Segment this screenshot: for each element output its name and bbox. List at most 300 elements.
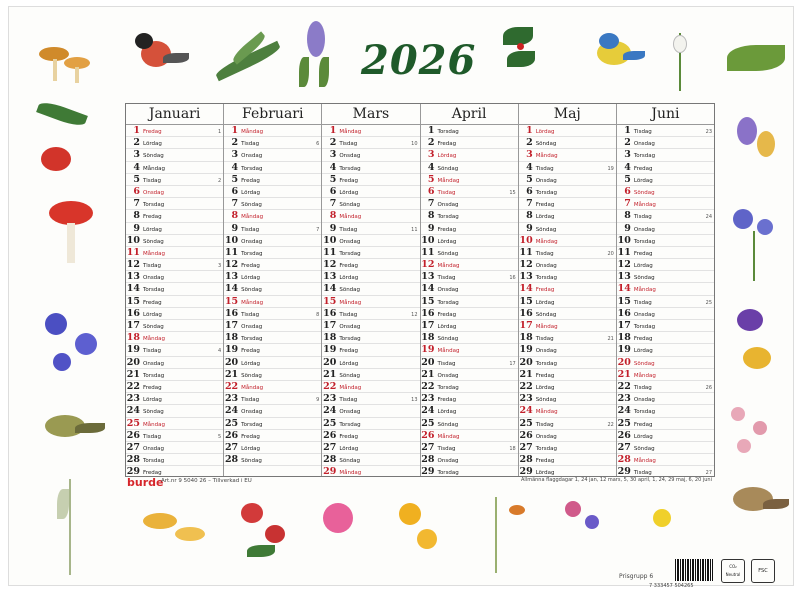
- weekday-name: Fredag: [143, 299, 162, 306]
- day-number: 13: [224, 271, 239, 283]
- day-number: 13: [617, 271, 631, 283]
- day-row: [421, 418, 518, 430]
- week-number: 5: [217, 433, 222, 440]
- day-number: 6: [329, 185, 337, 197]
- day-number: 8: [427, 210, 435, 222]
- weekday-name: Torsdag: [241, 250, 263, 257]
- day-number: 19: [617, 344, 631, 356]
- day-number: 27: [421, 441, 435, 453]
- day-row: [421, 454, 518, 466]
- day-row: [224, 223, 321, 235]
- day-number: 8: [624, 210, 631, 222]
- day-row: [224, 198, 321, 210]
- year-title: 2026: [361, 37, 477, 84]
- weekday-name: Torsdag: [143, 202, 165, 209]
- day-row: [421, 210, 518, 222]
- day-row: [224, 283, 321, 295]
- weekday-name: Måndag: [633, 458, 656, 465]
- day-number: 9: [526, 222, 533, 234]
- day-row: [224, 271, 321, 283]
- day-number: 13: [519, 271, 533, 283]
- weekday-name: Fredag: [437, 397, 457, 404]
- day-number: 16: [519, 307, 533, 319]
- week-number: 16: [509, 275, 516, 282]
- day-number: 24: [323, 405, 337, 417]
- day-number: 17: [224, 320, 239, 331]
- weekday-name: Lördag: [241, 189, 261, 196]
- weekday-name: Fredag: [339, 177, 358, 184]
- day-row: [322, 344, 419, 356]
- day-row: [421, 162, 518, 174]
- day-row: [224, 442, 321, 454]
- weekday-name: Torsdag: [437, 299, 459, 306]
- day-row: [224, 296, 321, 308]
- day-row: [421, 186, 518, 198]
- day-number: 17: [617, 320, 631, 331]
- day-number: 12: [224, 259, 239, 271]
- day-row: [617, 198, 714, 210]
- week-number: 20: [607, 250, 614, 257]
- day-list: [617, 125, 714, 476]
- day-number: 10: [617, 234, 631, 246]
- day-row: [421, 405, 518, 417]
- day-row: [126, 369, 223, 381]
- day-row: [519, 454, 616, 466]
- weekday-name: Onsdag: [339, 238, 361, 245]
- weekday-name: Tisdag: [437, 275, 456, 282]
- weekday-name: Måndag: [339, 470, 362, 476]
- day-row: [421, 259, 518, 271]
- day-number: 16: [126, 307, 140, 319]
- weekday-name: Lördag: [241, 445, 261, 452]
- day-number: 18: [617, 332, 631, 344]
- day-number: 15: [323, 295, 337, 307]
- day-row: [224, 393, 321, 405]
- day-row: [126, 466, 223, 476]
- day-row: [126, 283, 223, 295]
- day-row: [322, 125, 419, 137]
- day-number: 5: [231, 173, 239, 185]
- columbine-illustration: [725, 201, 791, 285]
- day-number: 18: [519, 332, 533, 344]
- weekday-name: Tisdag: [339, 141, 358, 148]
- day-number: 29: [126, 466, 140, 476]
- week-number: 15: [509, 189, 516, 196]
- weekday-name: Lördag: [143, 397, 162, 404]
- day-row: [421, 442, 518, 454]
- day-row: [421, 381, 518, 393]
- day-number: 5: [624, 173, 631, 185]
- day-row: [421, 296, 518, 308]
- week-number: 2: [217, 177, 222, 184]
- juniper-illustration: [209, 25, 289, 89]
- day-row: [617, 283, 714, 295]
- day-row: [322, 332, 419, 344]
- weekday-name: Torsdag: [437, 214, 459, 221]
- weekday-name: Torsdag: [633, 409, 656, 416]
- weekday-name: Onsdag: [143, 189, 165, 196]
- day-number: 3: [624, 149, 631, 161]
- barcode: [675, 559, 713, 581]
- day-row: [617, 174, 714, 186]
- weekday-name: Fredag: [633, 421, 653, 428]
- weekday-name: Torsdag: [339, 336, 361, 343]
- week-number: 6: [316, 141, 320, 148]
- day-row: [519, 332, 616, 344]
- week-number: 7: [316, 226, 320, 233]
- day-row: [519, 344, 616, 356]
- day-number: 25: [617, 417, 631, 429]
- week-number: 24: [705, 214, 713, 221]
- weekday-name: Tisdag: [437, 189, 456, 196]
- week-number: 11: [411, 226, 418, 233]
- weekday-name: Fredag: [437, 226, 457, 233]
- day-row: [519, 283, 616, 295]
- weekday-name: Tisdag: [633, 299, 652, 306]
- day-number: 15: [519, 295, 533, 307]
- day-number: 1: [624, 125, 631, 136]
- week-number: 4: [217, 348, 222, 355]
- day-row: [519, 393, 616, 405]
- weekday-name: Lördag: [339, 275, 359, 282]
- day-number: 4: [526, 161, 533, 173]
- weekday-name: Fredag: [535, 287, 555, 294]
- day-number: 4: [133, 161, 140, 173]
- weekday-name: Tisdag: [633, 129, 652, 135]
- day-row: [224, 259, 321, 271]
- rose-illustration: [231, 495, 301, 579]
- day-number: 10: [323, 234, 337, 246]
- weekday-name: Tisdag: [633, 470, 652, 476]
- day-row: [519, 149, 616, 161]
- day-number: 1: [231, 125, 239, 136]
- day-row: [519, 405, 616, 417]
- day-row: [322, 186, 419, 198]
- day-row: [519, 162, 616, 174]
- day-row: [126, 259, 223, 271]
- day-number: 16: [224, 307, 239, 319]
- day-number: 8: [526, 210, 533, 222]
- day-number: 27: [519, 441, 533, 453]
- weekday-name: Fredag: [339, 433, 358, 440]
- day-number: 25: [323, 417, 337, 429]
- weekday-name: Fredag: [437, 311, 457, 318]
- day-row: [224, 369, 321, 381]
- day-number: 1: [329, 125, 337, 136]
- weekday-name: Tisdag: [241, 226, 260, 233]
- day-number: 9: [329, 222, 337, 234]
- weekday-name: Söndag: [437, 250, 459, 257]
- day-row: [617, 125, 714, 137]
- weekday-name: Tisdag: [535, 336, 554, 343]
- day-number: 25: [126, 417, 140, 429]
- weekday-name: Lördag: [633, 348, 653, 355]
- day-row: [126, 271, 223, 283]
- day-number: 1: [427, 125, 435, 136]
- weekday-name: Onsdag: [437, 458, 459, 465]
- day-row: [519, 125, 616, 137]
- weekday-name: Tisdag: [241, 141, 260, 148]
- day-number: 22: [421, 380, 435, 392]
- day-row: [126, 405, 223, 417]
- day-row: [224, 162, 321, 174]
- day-row: [322, 296, 419, 308]
- crocus-illustration: [727, 111, 791, 187]
- day-row: [519, 308, 616, 320]
- weekday-name: Lördag: [143, 141, 162, 148]
- day-row: [421, 149, 518, 161]
- day-number: 28: [421, 454, 435, 466]
- day-row: [519, 137, 616, 149]
- day-number: 21: [323, 368, 337, 380]
- day-row: [617, 186, 714, 198]
- weekday-name: Onsdag: [535, 177, 557, 184]
- day-number: 3: [231, 149, 239, 161]
- weekday-name: Torsdag: [241, 165, 263, 172]
- marigold-illustration: [389, 495, 449, 579]
- day-number: 7: [231, 198, 239, 210]
- weekday-name: Söndag: [339, 458, 361, 465]
- day-number: 21: [617, 368, 631, 380]
- day-number: 7: [329, 198, 337, 210]
- week-number: 17: [509, 360, 516, 367]
- day-number: 3: [427, 149, 435, 161]
- calendar-sheet: [8, 6, 794, 589]
- day-row: [617, 332, 714, 344]
- weekday-name: Onsdag: [633, 397, 655, 404]
- weekday-name: Lördag: [339, 360, 359, 367]
- day-row: [519, 186, 616, 198]
- day-row: [322, 454, 419, 466]
- day-number: 3: [133, 149, 140, 161]
- bullfinch-illustration: [129, 27, 193, 87]
- day-number: 11: [224, 246, 239, 258]
- weekday-name: Tisdag: [535, 165, 554, 172]
- week-number: 25: [705, 299, 713, 306]
- day-number: 23: [421, 393, 435, 405]
- day-list: [224, 125, 321, 476]
- day-number: 2: [231, 137, 239, 149]
- weekday-name: Torsdag: [241, 421, 263, 428]
- day-row: [224, 357, 321, 369]
- weekday-name: Torsdag: [143, 287, 165, 294]
- day-row: [519, 381, 616, 393]
- weekday-name: Söndag: [437, 165, 459, 172]
- weekday-name: Torsdag: [241, 336, 263, 343]
- weekday-name: Onsdag: [633, 226, 655, 233]
- weekday-name: Söndag: [143, 409, 164, 416]
- day-number: 28: [126, 454, 140, 466]
- day-row: [224, 137, 321, 149]
- day-row: [126, 344, 223, 356]
- day-row: [322, 357, 419, 369]
- weekday-name: Onsdag: [143, 360, 165, 367]
- weekday-name: Söndag: [437, 336, 459, 343]
- day-row: [421, 125, 518, 137]
- day-number: 25: [519, 417, 533, 429]
- day-number: 5: [526, 173, 533, 185]
- day-number: 17: [519, 320, 533, 331]
- day-row: [322, 149, 419, 161]
- day-number: 21: [421, 368, 435, 380]
- weekday-name: Söndag: [143, 324, 164, 330]
- day-number: 6: [624, 185, 631, 197]
- day-row: [126, 381, 223, 393]
- day-number: 17: [126, 320, 140, 331]
- mushroom-illustration: [29, 27, 109, 87]
- grass-illustration: [49, 479, 93, 579]
- day-number: 12: [421, 259, 435, 271]
- day-row: [126, 332, 223, 344]
- day-row: [519, 247, 616, 259]
- day-row: [224, 344, 321, 356]
- weekday-name: Tisdag: [535, 421, 554, 428]
- aster-illustration: [309, 497, 369, 547]
- day-row: [519, 466, 616, 476]
- day-row: [322, 162, 419, 174]
- weekday-name: Lördag: [437, 153, 457, 160]
- day-row: [322, 393, 419, 405]
- day-number: 14: [421, 283, 435, 295]
- month-header: Juni: [617, 104, 714, 125]
- day-number: 1: [133, 125, 140, 136]
- weekday-name: Onsdag: [339, 324, 361, 330]
- day-row: [617, 405, 714, 417]
- weekday-name: Lördag: [535, 299, 555, 306]
- day-number: 9: [624, 222, 631, 234]
- day-number: 20: [126, 356, 140, 368]
- day-number: 24: [617, 405, 631, 417]
- fsc-badge: FSC: [751, 559, 775, 583]
- day-number: 19: [224, 344, 239, 356]
- day-row: [421, 174, 518, 186]
- day-row: [421, 320, 518, 332]
- weekday-name: Måndag: [535, 238, 558, 245]
- day-row: [224, 125, 321, 137]
- day-row: [126, 320, 223, 332]
- day-number: 11: [323, 246, 337, 258]
- day-row: [617, 454, 714, 466]
- day-row: [617, 308, 714, 320]
- weekday-name: Lördag: [535, 470, 555, 476]
- week-number: 1: [217, 129, 222, 135]
- day-number: 28: [519, 454, 533, 466]
- week-number: 3: [217, 263, 222, 270]
- day-row: [322, 137, 419, 149]
- weekday-name: Måndag: [143, 336, 165, 343]
- weekday-name: Torsdag: [535, 275, 557, 282]
- day-number: 20: [224, 356, 239, 368]
- day-row: [617, 296, 714, 308]
- day-number: 22: [224, 380, 239, 392]
- day-row: [617, 137, 714, 149]
- weekday-name: Söndag: [143, 153, 164, 160]
- weekday-name: Lördag: [437, 324, 457, 330]
- weekday-name: Fredag: [633, 250, 653, 257]
- day-row: [322, 405, 419, 417]
- weekday-name: Tisdag: [339, 226, 358, 233]
- weekday-name: Söndag: [143, 238, 164, 245]
- day-row: [126, 247, 223, 259]
- day-row: [126, 235, 223, 247]
- chanterelle-illustration: [129, 493, 219, 573]
- day-row: [224, 430, 321, 442]
- day-number: 6: [231, 185, 239, 197]
- month-column-mars: [322, 104, 420, 476]
- week-number: 27: [705, 470, 713, 476]
- weekday-name: Måndag: [339, 129, 362, 135]
- day-row: [126, 125, 223, 137]
- month-column-april: [421, 104, 519, 476]
- day-number: 23: [224, 393, 239, 405]
- weekday-name: Måndag: [633, 202, 656, 209]
- day-row: [224, 149, 321, 161]
- weekday-name: Lördag: [241, 275, 261, 282]
- weekday-name: Måndag: [339, 384, 362, 391]
- weekday-name: Tisdag: [143, 177, 161, 184]
- weekday-name: Måndag: [143, 421, 165, 428]
- day-row: [126, 186, 223, 198]
- day-number: 26: [224, 429, 239, 441]
- day-number: 13: [126, 271, 140, 283]
- week-number: 18: [509, 445, 516, 452]
- day-row: [224, 405, 321, 417]
- day-row: [519, 442, 616, 454]
- day-row: [421, 137, 518, 149]
- weekday-name: Onsdag: [535, 433, 557, 440]
- weekday-name: Fredag: [633, 336, 653, 343]
- weekday-name: Fredag: [535, 372, 555, 379]
- weekday-name: Onsdag: [339, 153, 361, 160]
- day-number: 2: [427, 137, 435, 149]
- weekday-name: Torsdag: [339, 250, 361, 257]
- day-row: [224, 174, 321, 186]
- day-number: 4: [427, 161, 435, 173]
- day-row: [126, 162, 223, 174]
- day-row: [421, 283, 518, 295]
- day-row: [519, 210, 616, 222]
- weekday-name: Lördag: [535, 384, 555, 391]
- weekday-name: Tisdag: [437, 360, 456, 367]
- day-number: 8: [231, 210, 239, 222]
- weekday-name: Måndag: [241, 214, 264, 221]
- weekday-name: Lördag: [535, 129, 555, 135]
- day-number: 6: [427, 185, 435, 197]
- day-row: [322, 235, 419, 247]
- weekday-name: Måndag: [437, 433, 460, 440]
- month-header: Mars: [322, 104, 419, 125]
- day-number: 21: [126, 368, 140, 380]
- day-row: [617, 235, 714, 247]
- weekday-name: Söndag: [633, 445, 655, 452]
- day-number: 10: [519, 234, 533, 246]
- week-number: 26: [705, 384, 713, 391]
- day-number: 29: [617, 466, 631, 476]
- day-number: 13: [421, 271, 435, 283]
- weekday-name: Söndag: [633, 275, 655, 282]
- day-number: 28: [617, 454, 631, 466]
- day-row: [617, 430, 714, 442]
- day-number: 9: [231, 222, 239, 234]
- day-number: 1: [526, 125, 533, 136]
- weekday-name: Lördag: [437, 238, 457, 245]
- day-number: 29: [323, 466, 337, 476]
- weekday-name: Måndag: [339, 214, 362, 221]
- weekday-name: Fredag: [241, 177, 260, 184]
- price-group: Prisgrupp 6: [619, 573, 654, 580]
- day-row: [617, 247, 714, 259]
- weekday-name: Lördag: [143, 226, 162, 233]
